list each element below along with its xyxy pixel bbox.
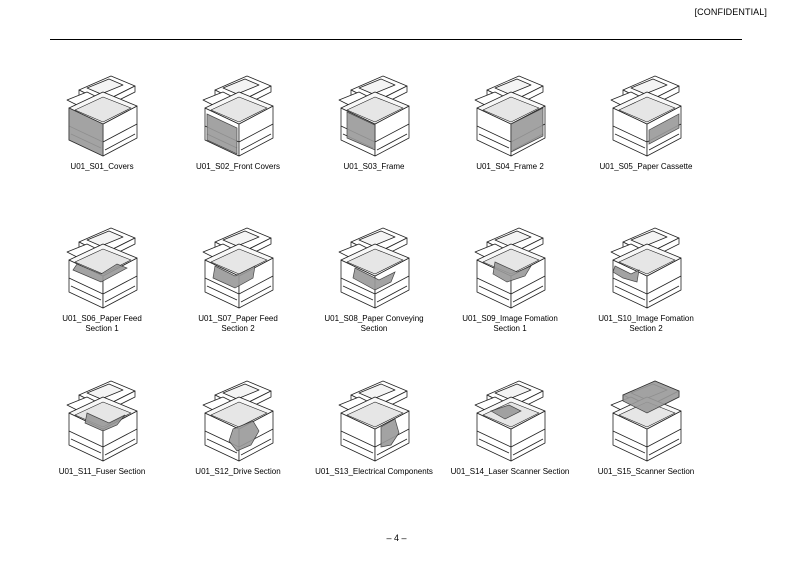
caption-line-1: U01_S07_Paper Feed	[198, 314, 278, 323]
caption-line-1: U01_S10_Image Fomation	[598, 314, 694, 323]
figure-caption	[170, 467, 306, 477]
figure-caption	[170, 162, 306, 172]
figure-caption	[170, 314, 306, 334]
page-number: – 4 –	[386, 533, 407, 543]
figure-item	[442, 222, 578, 334]
printer-illustration	[193, 222, 283, 314]
figure-item	[442, 70, 578, 172]
printer-illustration	[329, 222, 419, 314]
figure-item	[34, 375, 170, 477]
figure-item	[170, 70, 306, 172]
printer-illustration	[329, 70, 419, 162]
figure-caption	[34, 314, 170, 334]
figure-caption	[306, 314, 442, 334]
figure-caption	[442, 314, 578, 334]
caption-line-1: U01_S15_Scanner Section	[597, 467, 695, 476]
figure-item	[34, 222, 170, 334]
printer-illustration	[193, 70, 283, 162]
printer-illustration	[465, 70, 555, 162]
figure-item	[306, 222, 442, 334]
caption-line-1: U01_S09_Image Fomation	[462, 314, 558, 323]
caption-line-2: Section 1	[85, 324, 119, 333]
printer-illustration	[193, 375, 283, 467]
caption-line-1: U01_S03_Frame	[343, 162, 405, 171]
figure-item	[170, 375, 306, 477]
header-divider	[50, 39, 742, 40]
caption-line-1: U01_S06_Paper Feed	[62, 314, 142, 323]
figure-caption	[34, 162, 170, 172]
caption-line-1: U01_S14_Laser Scanner Section	[450, 467, 570, 476]
printer-illustration	[57, 222, 147, 314]
figure-item	[306, 70, 442, 172]
printer-illustration	[57, 375, 147, 467]
caption-line-2: Section 1	[493, 324, 527, 333]
caption-line-2: Section	[360, 324, 388, 333]
figure-caption	[578, 162, 714, 172]
figure-item	[578, 70, 714, 172]
caption-line-1: U01_S01_Covers	[70, 162, 134, 171]
figure-item	[442, 375, 578, 477]
caption-line-2: Section 2	[221, 324, 255, 333]
figure-caption	[306, 162, 442, 172]
printer-illustration	[601, 70, 691, 162]
caption-line-1: U01_S04_Frame 2	[476, 162, 544, 171]
printer-illustration	[329, 375, 419, 467]
printer-illustration	[57, 70, 147, 162]
figure-caption	[442, 467, 578, 477]
caption-line-1: U01_S08_Paper Conveying	[324, 314, 424, 323]
caption-line-2: Section 2	[629, 324, 663, 333]
figure-caption	[442, 162, 578, 172]
figure-item	[578, 375, 714, 477]
confidential-label: [CONFIDENTIAL]	[694, 7, 767, 17]
printer-illustration	[601, 222, 691, 314]
figure-caption	[306, 467, 442, 477]
figure-caption	[34, 467, 170, 477]
figure-item	[306, 375, 442, 477]
figure-item	[34, 70, 170, 172]
caption-line-1: U01_S13_Electrical Components	[315, 467, 433, 476]
printer-illustration	[601, 375, 691, 467]
figure-caption	[578, 314, 714, 334]
caption-line-1: U01_S12_Drive Section	[195, 467, 281, 476]
caption-line-1: U01_S11_Fuser Section	[58, 467, 146, 476]
printer-illustration	[465, 222, 555, 314]
figure-item	[170, 222, 306, 334]
caption-line-1: U01_S05_Paper Cassette	[599, 162, 693, 171]
figure-item	[578, 222, 714, 334]
figure-caption	[578, 467, 714, 477]
caption-line-1: U01_S02_Front Covers	[195, 162, 281, 171]
printer-illustration	[465, 375, 555, 467]
